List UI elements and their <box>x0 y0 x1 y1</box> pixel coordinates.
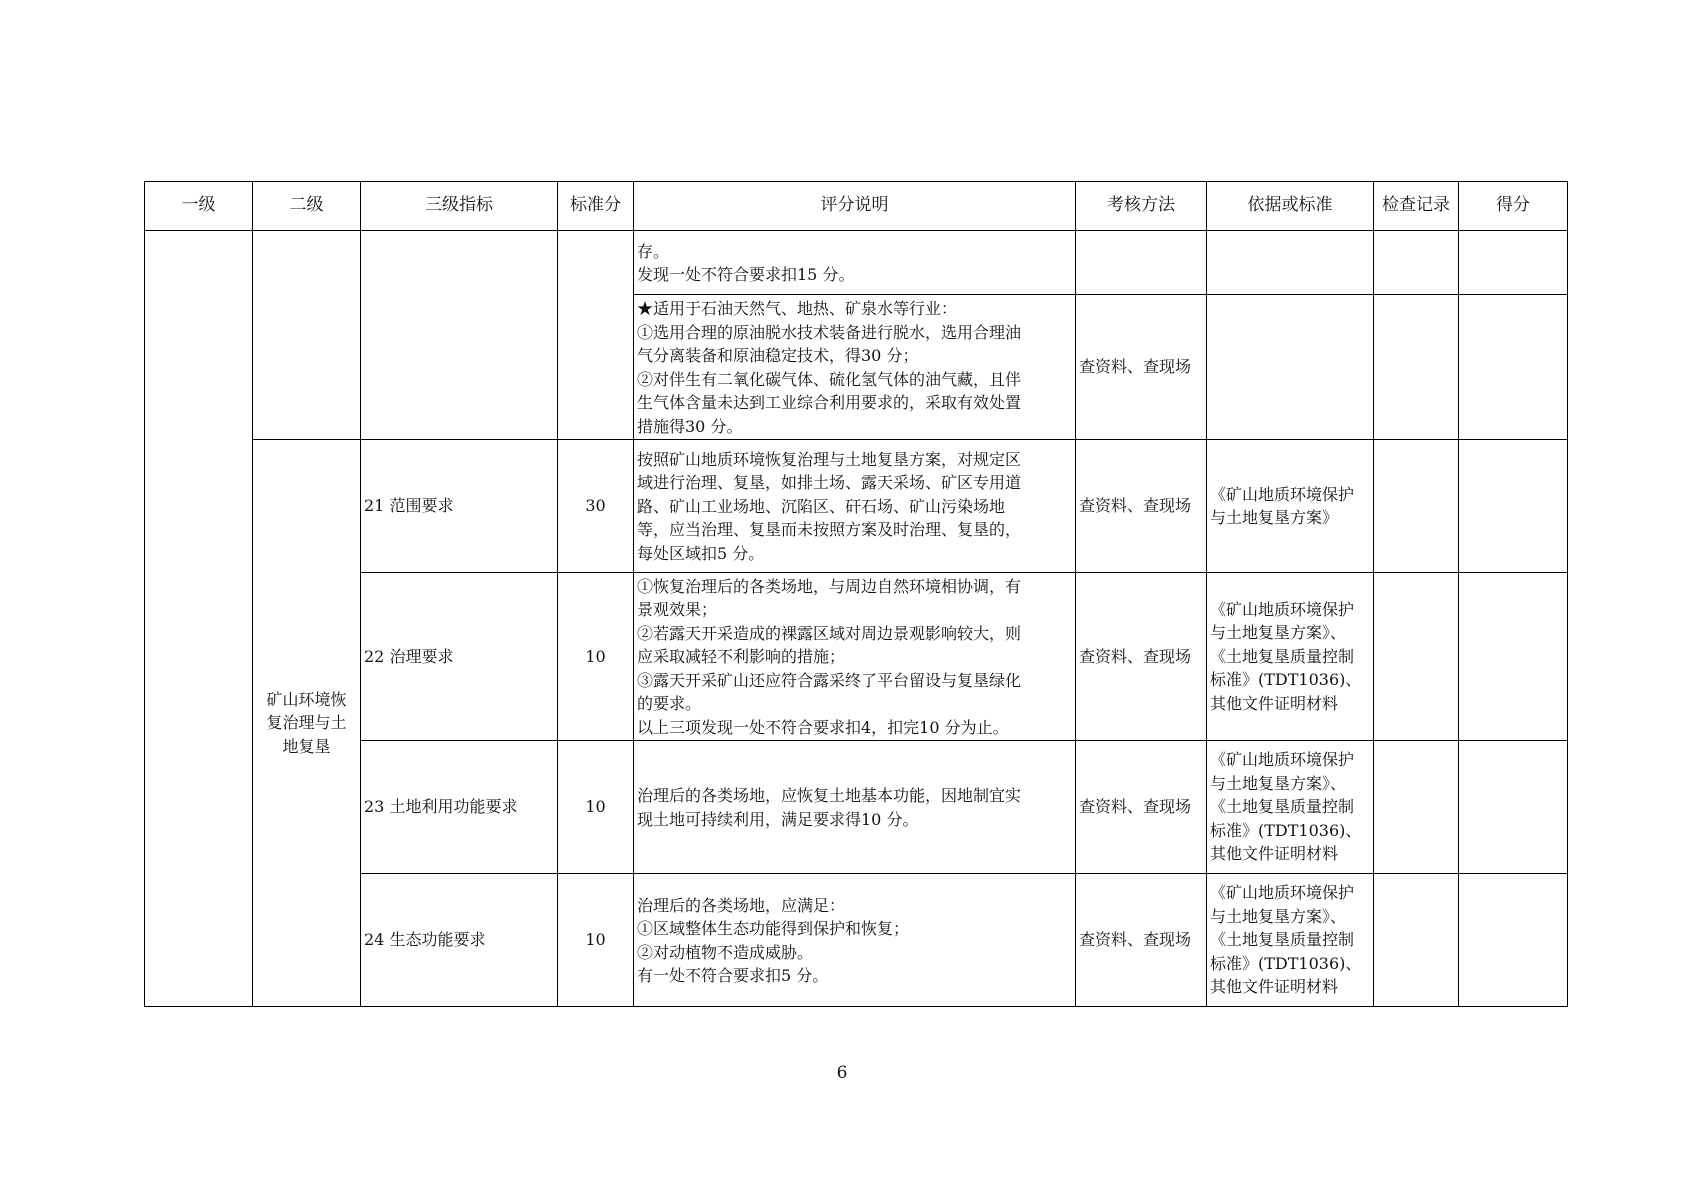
desc-line: 每处区域扣5 分。 <box>637 543 765 563</box>
method-cell <box>1076 231 1207 295</box>
col-header-record: 检查记录 <box>1374 182 1459 231</box>
record-cell <box>1374 231 1459 295</box>
description-cell <box>634 231 1076 295</box>
basis-line: 标准》(TDT1036)、 <box>1210 953 1362 973</box>
desc-line: 治理后的各类场地，应满足： <box>637 895 846 915</box>
basis-cell <box>1207 741 1374 874</box>
desc-line: 措施得30 分。 <box>637 416 743 436</box>
desc-line: ②对伴生有二氧化碳气体、硫化氢气体的油气藏，且伴 <box>637 369 1022 389</box>
desc-line: 存。 <box>637 241 670 261</box>
points-cell <box>1459 231 1568 295</box>
points-cell <box>1459 295 1568 440</box>
level2-line: 地复垦 <box>282 736 331 756</box>
score-cell: 30 <box>558 440 634 573</box>
indicator-cell: 21 范围要求 <box>361 440 558 573</box>
col-header-description: 评分说明 <box>634 182 1076 231</box>
desc-line: ②若露天开采造成的裸露区域对周边景观影响较大，则 <box>637 623 1022 643</box>
col-header-level2: 二级 <box>253 182 361 231</box>
description-cell <box>634 874 1076 1007</box>
description-cell <box>634 573 1076 741</box>
table-row <box>145 231 1568 295</box>
basis-line: 其他文件证明材料 <box>1210 844 1339 864</box>
score-cell: 10 <box>558 741 634 874</box>
description-cell <box>634 440 1076 573</box>
basis-cell <box>1207 295 1374 440</box>
method-cell: 查资料、查现场 <box>1076 741 1207 874</box>
basis-line: 其他文件证明材料 <box>1210 693 1339 713</box>
record-cell <box>1374 874 1459 1007</box>
desc-line: 以上三项发现一处不符合要求扣4，扣完10 分为止。 <box>637 717 1009 737</box>
basis-line: 《矿山地质环境保护 <box>1210 750 1355 770</box>
basis-line: 《土地复垦质量控制 <box>1210 646 1355 666</box>
record-cell <box>1374 440 1459 573</box>
indicator-cell: 24 生态功能要求 <box>361 874 558 1007</box>
desc-line: 景观效果； <box>637 600 718 620</box>
method-cell: 查资料、查现场 <box>1076 440 1207 573</box>
desc-line: 域进行治理、复垦，如排土场、露天采场、矿区专用道 <box>637 473 1022 493</box>
col-header-level1: 一级 <box>145 182 253 231</box>
desc-line: 应采取减轻不利影响的措施； <box>637 647 846 667</box>
desc-line: 按照矿山地质环境恢复治理与土地复垦方案，对规定区 <box>637 449 1022 469</box>
score-cell: 10 <box>558 874 634 1007</box>
indicator-cell: 22 治理要求 <box>361 573 558 741</box>
basis-line: 与土地复垦方案》 <box>1210 508 1339 527</box>
table-header-row <box>145 182 1568 231</box>
points-cell <box>1459 874 1568 1007</box>
method-cell: 查资料、查现场 <box>1076 573 1207 741</box>
desc-line: ★适用于石油天然气、地热、矿泉水等行业： <box>637 299 958 318</box>
level2-category-cell <box>253 440 361 1007</box>
basis-line: 与土地复垦方案》、 <box>1210 906 1347 926</box>
desc-line: 有一处不符合要求扣5 分。 <box>637 966 829 985</box>
basis-cell <box>1207 231 1374 295</box>
page-number: 6 <box>836 1063 848 1083</box>
desc-line: 治理后的各类场地，应恢复土地基本功能，因地制宜实 <box>637 786 1022 805</box>
desc-line: ①选用合理的原油脱水技术装备进行脱水，选用合理油 <box>637 322 1022 342</box>
col-header-score: 标准分 <box>558 182 634 231</box>
desc-line: 的要求。 <box>637 694 702 714</box>
record-cell <box>1374 573 1459 741</box>
points-cell <box>1459 440 1568 573</box>
basis-line: 标准》(TDT1036)、 <box>1210 670 1362 690</box>
desc-line: ①区域整体生态功能得到保护和恢复； <box>637 919 910 938</box>
basis-line: 《矿山地质环境保护 <box>1210 484 1355 504</box>
col-header-level3: 三级指标 <box>361 182 558 231</box>
desc-line: 发现一处不符合要求扣15 分。 <box>637 265 855 284</box>
desc-line: ③露天开采矿山还应符合露采终了平台留设与复垦绿化 <box>637 670 1022 690</box>
level1-cell <box>145 231 253 1007</box>
points-cell <box>1459 573 1568 741</box>
col-header-points: 得分 <box>1459 182 1568 231</box>
basis-line: 与土地复垦方案》、 <box>1210 773 1347 793</box>
basis-line: 《矿山地质环境保护 <box>1210 883 1355 903</box>
table-row <box>145 440 1568 573</box>
method-cell: 查资料、查现场 <box>1076 295 1207 440</box>
basis-cell <box>1207 874 1374 1007</box>
level2-cell <box>253 231 361 440</box>
description-cell <box>634 741 1076 874</box>
level2-line: 矿山环境恢 <box>266 689 347 709</box>
basis-line: 与土地复垦方案》、 <box>1210 623 1347 643</box>
desc-line: 气分离装备和原油稳定技术，得30 分； <box>637 346 919 365</box>
basis-line: 《土地复垦质量控制 <box>1210 797 1355 817</box>
basis-cell <box>1207 440 1374 573</box>
desc-line: 路、矿山工业场地、沉陷区、矸石场、矿山污染场地 <box>637 496 1006 516</box>
desc-line: 等，应当治理、复垦而未按照方案及时治理、复垦的， <box>637 520 1022 540</box>
desc-line: ②对动植物不造成威胁。 <box>637 942 814 962</box>
col-header-basis: 依据或标准 <box>1207 182 1374 231</box>
basis-cell <box>1207 573 1374 741</box>
points-cell <box>1459 741 1568 874</box>
desc-line: 生气体含量未达到工业综合利用要求的，采取有效处置 <box>637 393 1022 412</box>
method-cell: 查资料、查现场 <box>1076 874 1207 1007</box>
record-cell <box>1374 295 1459 440</box>
basis-line: 标准》(TDT1036)、 <box>1210 820 1362 840</box>
desc-line: ①恢复治理后的各类场地，与周边自然环境相协调，有 <box>637 576 1022 596</box>
desc-line: 现土地可持续利用，满足要求得10 分。 <box>637 809 919 829</box>
score-cell: 10 <box>558 573 634 741</box>
basis-line: 其他文件证明材料 <box>1210 977 1339 997</box>
evaluation-table <box>144 181 1568 1007</box>
basis-line: 《土地复垦质量控制 <box>1210 930 1355 950</box>
score-cell <box>558 231 634 440</box>
level3-cell <box>361 231 558 440</box>
col-header-method: 考核方法 <box>1076 182 1207 231</box>
level2-line: 复治理与土 <box>266 713 347 733</box>
record-cell <box>1374 741 1459 874</box>
description-cell <box>634 295 1076 440</box>
basis-line: 《矿山地质环境保护 <box>1210 599 1355 619</box>
indicator-cell: 23 土地利用功能要求 <box>361 741 558 874</box>
